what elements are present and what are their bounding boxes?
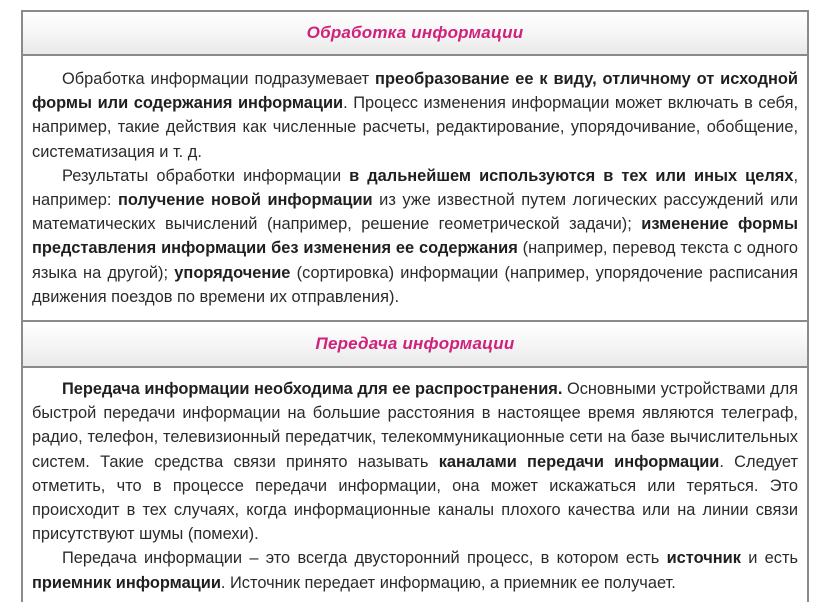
text-run: . Источник передает информацию, а приемник ее получает. bbox=[220, 573, 676, 592]
text-run: (сортировка) информации (например, упорядочение расписания движения поездов по времени их отправления). bbox=[32, 263, 798, 306]
text-run: Основными устройствами для быстрой передачи информации на большие расстояния в настоящее время являются телеграф, радио, телефон, телевизионный передатчик, телекоммуникационные сети на базе вычислительных систем. Такие средства связи принято называть bbox=[32, 380, 799, 471]
bold-term: получение новой информации bbox=[117, 191, 373, 210]
transfer-content bbox=[23, 368, 807, 595]
bold-term: упорядочение bbox=[174, 263, 291, 282]
text-run: , например: bbox=[32, 166, 799, 210]
bold-term: Передача информации необходима для ее распространения. bbox=[62, 380, 563, 398]
processing-title-bar bbox=[23, 12, 807, 56]
text-run: Обработка информации подразумевает bbox=[62, 70, 376, 88]
text-run: . Следует отметить, что в процессе передачи информации, она может искажаться или теряться. Это происходит в тех случаях, когда информационные каналы плохого качества или на линии связи присутствуют шумы (помехи). bbox=[32, 452, 798, 544]
processing-section bbox=[21, 10, 809, 322]
transfer-paragraph-2 bbox=[32, 546, 798, 594]
bold-term: преобразование ее к виду, отличному от исходной формы или содержания информации bbox=[32, 70, 798, 113]
bold-term: источник bbox=[666, 549, 741, 568]
processing-content bbox=[23, 56, 807, 309]
bold-term: в дальнейшем используются в тех или иных целях bbox=[349, 166, 794, 185]
text-run: и есть bbox=[740, 549, 798, 568]
transfer-paragraph-1 bbox=[32, 377, 798, 546]
text-run: (например, перевод текста с одного языка на другой); bbox=[32, 239, 798, 282]
bold-term: изменение формы представления информации без изменения ее содержания bbox=[32, 215, 798, 258]
processing-paragraph-1 bbox=[32, 67, 798, 164]
text-run: Передача информации – это всегда двусторонний процесс, в котором есть bbox=[62, 549, 667, 568]
text-run: . Процесс изменения информации может включать в себя, например, такие действия как численные расчеты, редактирование, упорядочивание, обобщение, систематизация и т. д. bbox=[32, 94, 798, 161]
transfer-title-bar bbox=[23, 322, 807, 368]
processing-paragraph-2 bbox=[32, 164, 798, 309]
text-run: Результаты обработки информации bbox=[62, 166, 350, 185]
bold-term: приемник информации bbox=[32, 573, 221, 592]
transfer-section bbox=[21, 322, 809, 602]
text-run: из уже известной путем логических рассуждений или математических вычислений (например, решение геометрической задачи); bbox=[32, 191, 798, 234]
processing-title: Обработка информации bbox=[306, 23, 524, 42]
bold-term: каналами передачи информации bbox=[438, 452, 720, 471]
transfer-title: Передача информации bbox=[315, 334, 515, 353]
